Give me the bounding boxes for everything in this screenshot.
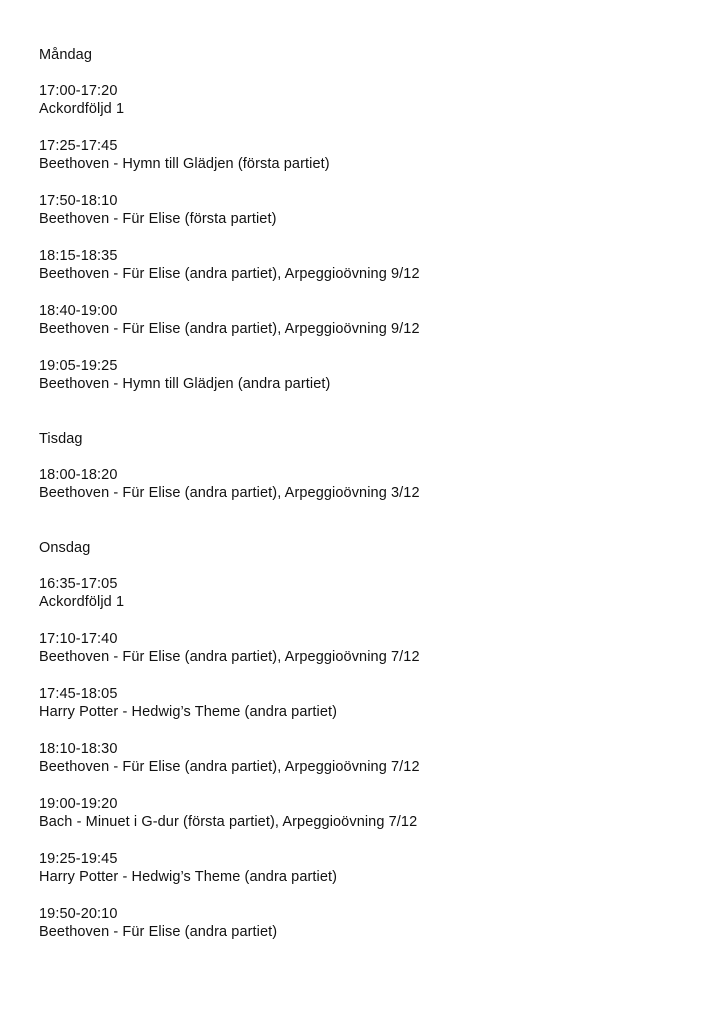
day-section-mandag	[39, 46, 699, 393]
slot-time: 17:45-18:05	[39, 686, 118, 702]
slot-time: 18:15-18:35	[39, 248, 118, 264]
slot-description: Beethoven - Für Elise (andra partiet), Arpeggioövning 7/12	[39, 649, 420, 665]
slot-time: 16:35-17:05	[39, 576, 118, 592]
schedule-slot	[39, 575, 699, 611]
slot-description: Beethoven - Hymn till Glädjen (första partiet)	[39, 156, 330, 172]
schedule-slot	[39, 466, 699, 502]
slot-description: Harry Potter - Hedwig’s Theme (andra partiet)	[39, 869, 338, 885]
slot-time: 18:10-18:30	[39, 741, 118, 757]
slot-time: 19:05-19:25	[39, 358, 118, 374]
schedule-slot	[39, 247, 699, 283]
slot-description: Beethoven - Für Elise (andra partiet), Arpeggioövning 7/12	[39, 759, 420, 775]
day-title: Onsdag	[39, 540, 91, 556]
slot-description: Ackordföljd 1	[39, 101, 125, 117]
slot-description: Beethoven - Für Elise (andra partiet)	[39, 924, 278, 940]
slot-description: Beethoven - Hymn till Glädjen (andra partiet)	[39, 376, 331, 392]
schedule-slot	[39, 630, 699, 666]
schedule-slot	[39, 82, 699, 118]
slot-time: 18:40-19:00	[39, 303, 118, 319]
schedule-slot	[39, 850, 699, 886]
slot-time: 17:25-17:45	[39, 138, 118, 154]
schedule-slot	[39, 685, 699, 721]
schedule-slot	[39, 357, 699, 393]
schedule-slot	[39, 137, 699, 173]
slot-time: 17:00-17:20	[39, 83, 118, 99]
day-title: Tisdag	[39, 431, 83, 447]
slot-description: Beethoven - Für Elise (andra partiet), Arpeggioövning 9/12	[39, 266, 420, 282]
schedule-slot	[39, 740, 699, 776]
schedule-slot	[39, 302, 699, 338]
day-title: Måndag	[39, 47, 92, 63]
slot-description: Beethoven - Für Elise (andra partiet), Arpeggioövning 3/12	[39, 485, 420, 501]
slot-time: 17:50-18:10	[39, 193, 118, 209]
slot-time: 19:25-19:45	[39, 851, 118, 867]
slot-description: Ackordföljd 1	[39, 594, 125, 610]
slot-description: Bach - Minuet i G-dur (första partiet), Arpeggioövning 7/12	[39, 814, 418, 830]
slot-description: Harry Potter - Hedwig’s Theme (andra partiet)	[39, 704, 338, 720]
schedule-document	[39, 46, 699, 941]
slot-description: Beethoven - Für Elise (andra partiet), Arpeggioövning 9/12	[39, 321, 420, 337]
slot-time: 19:00-19:20	[39, 796, 118, 812]
slot-description: Beethoven - Für Elise (första partiet)	[39, 211, 277, 227]
schedule-slot	[39, 795, 699, 831]
day-section-tisdag	[39, 430, 699, 502]
schedule-slot	[39, 192, 699, 228]
schedule-slot	[39, 905, 699, 941]
slot-time: 19:50-20:10	[39, 906, 118, 922]
slot-time: 17:10-17:40	[39, 631, 118, 647]
slot-time: 18:00-18:20	[39, 467, 118, 483]
day-section-onsdag	[39, 539, 699, 941]
